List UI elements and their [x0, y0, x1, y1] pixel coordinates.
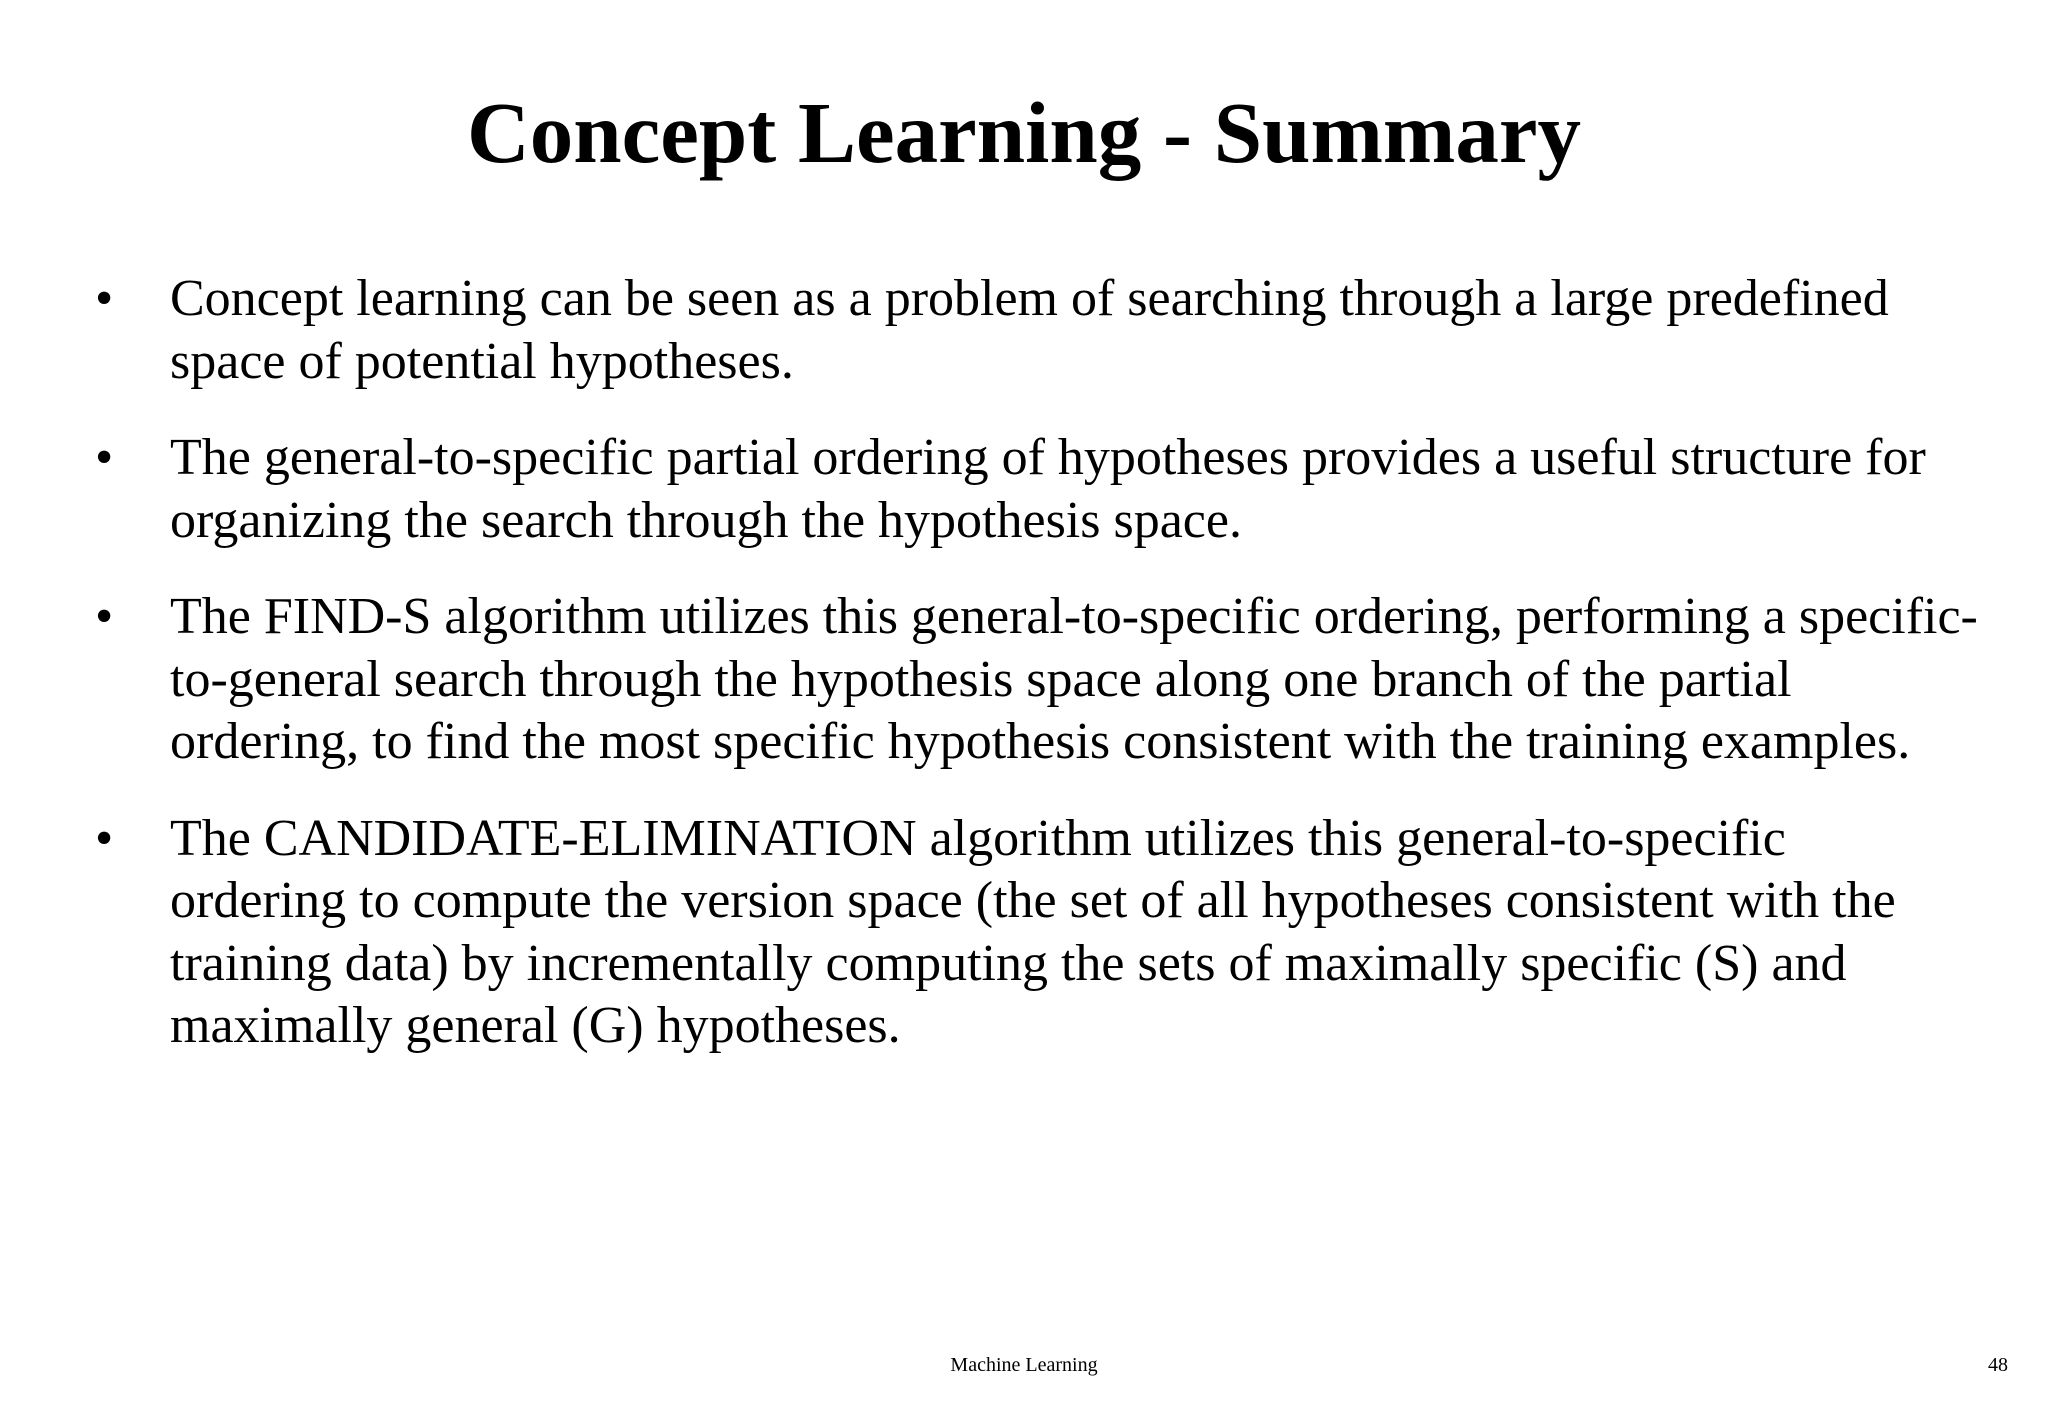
bullet-marker: •: [95, 809, 114, 867]
bullet-text-line: ordering to compute the version space (the set of all hypotheses consistent with the: [170, 872, 1896, 929]
bullet-text-line: The CANDIDATE-ELIMINATION algorithm utilizes this general-to-specific: [170, 809, 1786, 867]
bullet-text-line: space of potential hypotheses.: [170, 332, 794, 390]
footer-course-label: Machine Learning: [950, 1354, 1098, 1376]
bullet-text-line: organizing the search through the hypothesis space.: [170, 491, 1242, 549]
bullet-list: [95, 268, 2025, 1092]
bullet-text-line: The FIND-S algorithm utilizes this general-to-specific ordering, performing a specific-: [170, 588, 1978, 645]
bullet-item: [95, 586, 2025, 774]
page-number: 48: [1988, 1354, 2008, 1376]
slide-title: Concept Learning - Summary: [466, 84, 1582, 181]
bullet-text-line: ordering, to find the most specific hypothesis consistent with the training examples.: [170, 713, 1911, 770]
bullet-item: [95, 268, 2025, 393]
bullet-item: [95, 427, 2025, 552]
bullet-text-line: Concept learning can be seen as a problem of searching through a large predefined: [170, 270, 1889, 327]
bullet-marker: •: [95, 588, 114, 645]
bullet-item: [95, 808, 2025, 1058]
bullet-text-line: to-general search through the hypothesis space along one branch of the partial: [170, 650, 1792, 708]
bullet-text-line: maximally general (G) hypotheses.: [170, 997, 901, 1054]
bullet-marker: •: [95, 270, 114, 327]
bullet-text-line: training data) by incrementally computing the sets of maximally specific (S) and: [170, 934, 1847, 992]
bullet-text-line: The general-to-specific partial ordering of hypotheses provides a useful structure for: [170, 429, 1926, 486]
bullet-marker: •: [95, 429, 114, 486]
